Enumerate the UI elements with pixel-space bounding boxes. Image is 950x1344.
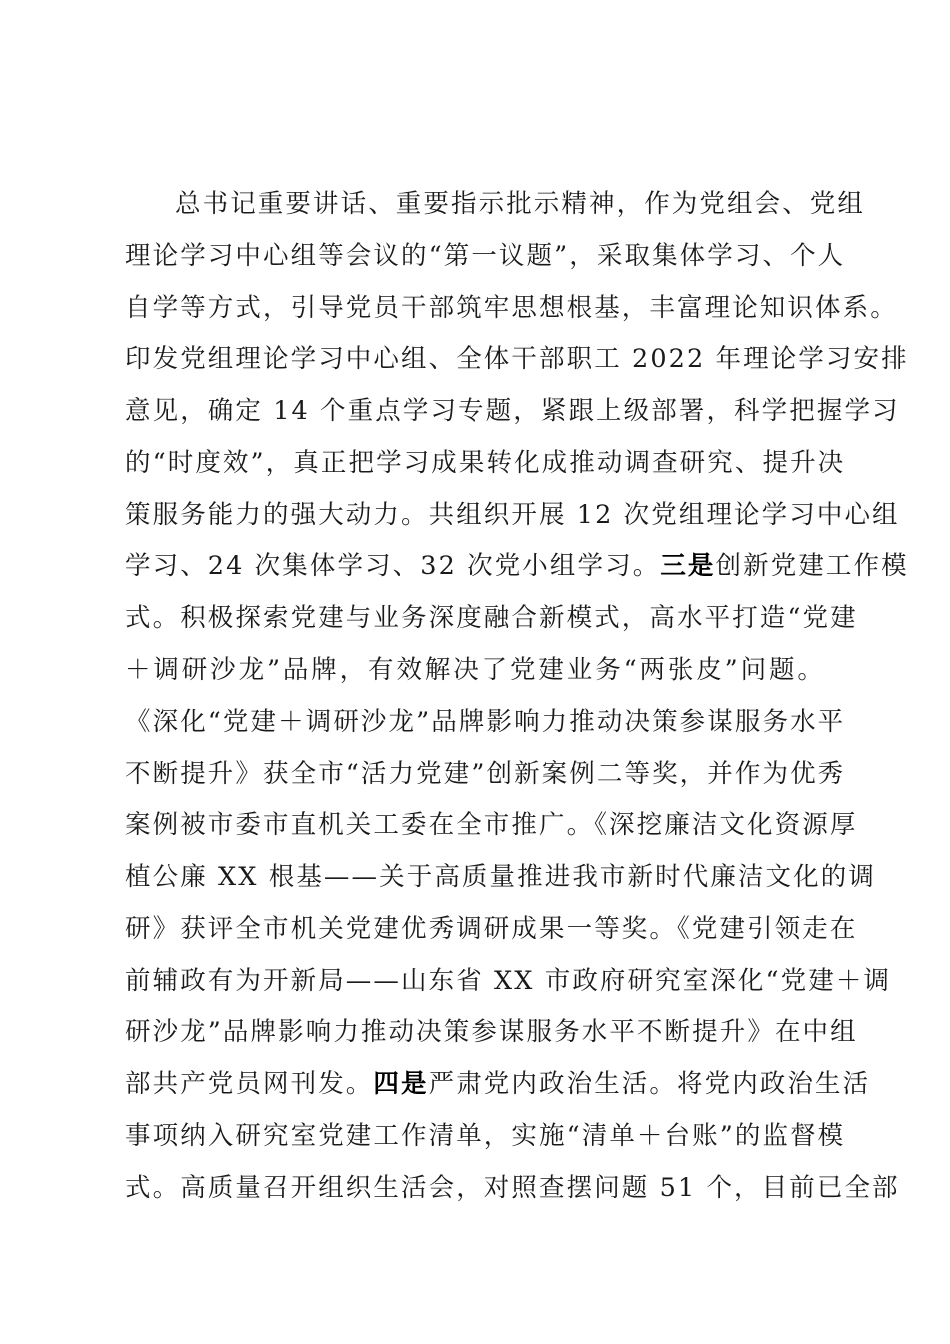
- paragraph-line: 案例被市委市直机关工委在全市推广。《深挖廉洁文化资源厚: [125, 810, 858, 840]
- paragraph-line: 式。积极探索党建与业务深度融合新模式，高水平打造“党建: [125, 603, 858, 633]
- paragraph-line: 自学等方式，引导党员干部筑牢思想根基，丰富理论知识体系。: [125, 293, 898, 323]
- paragraph-line: 事项纳入研究室党建工作清单，实施“清单＋台账”的监督模: [125, 1121, 846, 1151]
- paragraph-line: 部共产党员网刊发。四是严肃党内政治生活。将党内政治生活: [125, 1069, 871, 1099]
- paragraph-line: 《深化“党建＋调研沙龙”品牌影响力推动决策参谋服务水平: [125, 707, 846, 737]
- paragraph-line: 理论学习中心组等会议的“第一议题”，采取集体学习、个人: [125, 241, 846, 271]
- paragraph-line: 学习、24 次集体学习、32 次党小组学习。三是创新党建工作模: [125, 551, 909, 581]
- bold-marker: 四是: [373, 1069, 429, 1099]
- paragraph-line: 不断提升》获全市“活力党建”创新案例二等奖，并作为优秀: [125, 759, 846, 789]
- paragraph-line: 总书记重要讲话、重要指示批示精神，作为党组会、党组: [175, 189, 866, 219]
- paragraph-line: 植公廉 XX 根基——关于高质量推进我市新时代廉洁文化的调: [125, 862, 876, 892]
- paragraph-line: 式。高质量召开组织生活会，对照查摆问题 51 个，目前已全部: [125, 1173, 900, 1203]
- paragraph-line: 的“时度效”，真正把学习成果转化成推动调查研究、提升决: [125, 448, 846, 478]
- paragraph-line: 前辅政有为开新局——山东省 XX 市政府研究室深化“党建＋调: [125, 966, 892, 996]
- paragraph-line: 研》获评全市机关党建优秀调研成果一等奖。《党建引领走在: [125, 914, 858, 944]
- paragraph-line: 策服务能力的强大动力。共组织开展 12 次党组理论学习中心组: [125, 500, 900, 530]
- paragraph-line: 意见，确定 14 个重点学习专题，紧跟上级部署，科学把握学习: [125, 396, 900, 426]
- paragraph-line: 研沙龙”品牌影响力推动决策参谋服务水平不断提升》在中组: [125, 1017, 858, 1047]
- paragraph-line: ＋调研沙龙”品牌，有效解决了党建业务“两张皮”问题。: [125, 655, 825, 685]
- paragraph-line: 印发党组理论学习中心组、全体干部职工 2022 年理论学习安排: [125, 344, 909, 374]
- bold-marker: 三是: [660, 551, 716, 581]
